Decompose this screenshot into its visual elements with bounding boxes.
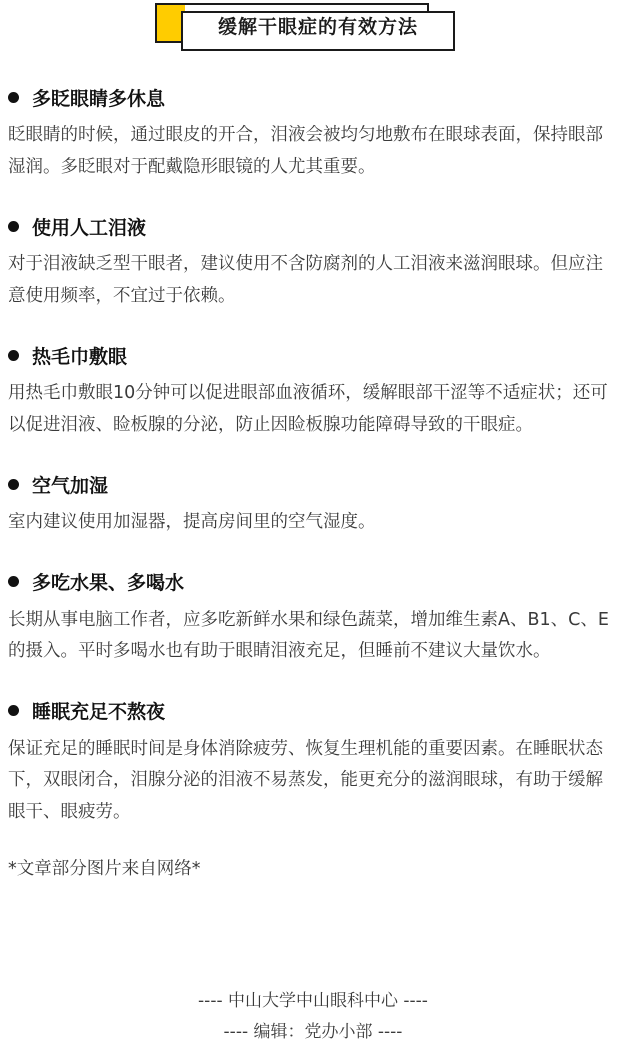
section-heading-text: 多吃水果、多喝水 (32, 572, 185, 594)
section-sleep (8, 694, 614, 829)
section-paragraph: 对于泪液缺乏型干眼者，建议使用不含防腐剂的人工泪液来滋润眼球。但应注意使用频率，不宜过于依赖。 (8, 254, 603, 306)
section-warm-compress (8, 338, 614, 441)
section-paragraph: 保证充足的睡眠时间是身体消除疲劳、恢复生理机能的重要因素。在睡眠状态下，双眼闭合，泪腺分泌的泪液不易蒸发，能更充分的滋润眼球，有助于缓解眼干、眼疲劳。 (8, 738, 603, 822)
section-blink (8, 80, 614, 183)
section-paragraph: 用热毛巾敷眼10分钟可以促进眼部血液循环，缓解眼部干涩等不适症状；还可以促进泪液、睑板腺的分泌，防止因睑板腺功能障碍导致的干眼症。 (8, 383, 608, 435)
bullet-icon (8, 576, 19, 587)
bullet-icon (8, 92, 19, 103)
section-paragraph: 室内建议使用加湿器，提高房间里的空气湿度。 (8, 512, 376, 532)
section-paragraph: 眨眼睛的时候，通过眼皮的开合，泪液会被均匀地敷布在眼球表面，保持眼部湿润。多眨眼对于配戴隐形眼镜的人尤其重要。 (8, 125, 603, 177)
section-paragraph: 长期从事电脑工作者，应多吃新鲜水果和绿色蔬菜，增加维生素A、B1、C、E的摄入。平时多喝水也有助于眼睛泪液充足，但睡前不建议大量饮水。 (8, 609, 609, 661)
section-artificial-tears (8, 209, 614, 312)
article-body (8, 80, 614, 884)
bullet-icon (8, 350, 19, 361)
section-heading-text: 多眨眼睛多休息 (32, 87, 166, 110)
page-title: 缓解干眼症的有效方法 (217, 16, 418, 38)
section-heading (8, 209, 614, 243)
footer-organization: ---- 中山大学中山眼科中心 ---- (198, 991, 428, 1011)
section-heading (8, 565, 614, 599)
bullet-icon (8, 479, 19, 490)
footer-editor: ---- 编辑：党办小部 ---- (223, 1022, 403, 1042)
section-heading-text: 热毛巾敷眼 (32, 345, 128, 368)
section-heading (8, 338, 614, 372)
section-heading (8, 80, 614, 114)
section-heading (8, 467, 614, 501)
section-humidify (8, 467, 614, 539)
section-heading-text: 使用人工泪液 (32, 216, 147, 239)
bullet-icon (8, 705, 19, 716)
section-heading (8, 694, 614, 728)
title-banner (155, 3, 457, 49)
section-heading-text: 睡眠充足不熬夜 (32, 701, 166, 723)
section-heading-text: 空气加湿 (32, 474, 109, 497)
section-fruit-water (8, 565, 614, 668)
image-source-note: *文章部分图片来自网络* (8, 859, 201, 879)
bullet-icon (8, 221, 19, 232)
